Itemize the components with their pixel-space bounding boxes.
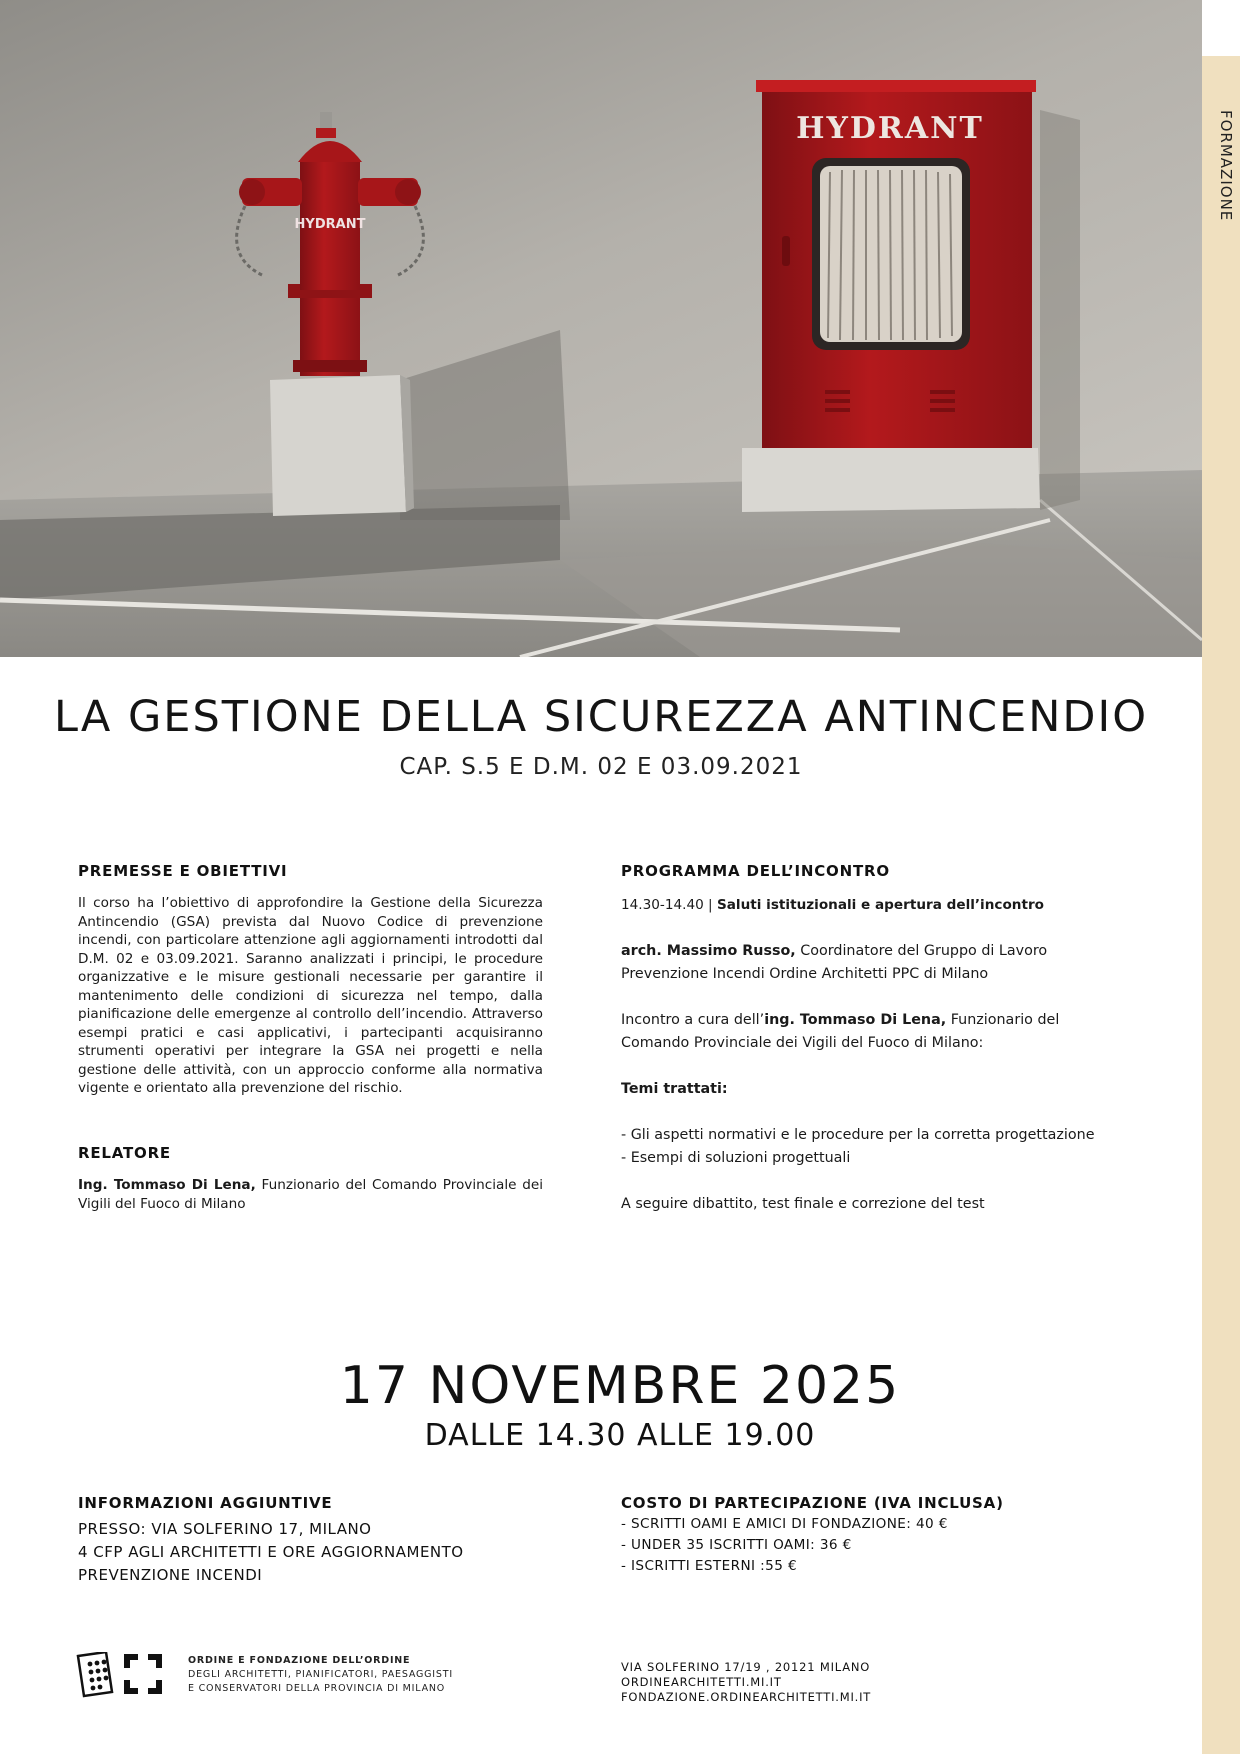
cura-prefix: Incontro a cura dell’ bbox=[621, 1012, 765, 1028]
website-link[interactable]: FONDAZIONE.ORDINEARCHITETTI.MI.IT bbox=[621, 1690, 872, 1704]
relatore-section bbox=[78, 1144, 543, 1213]
hero-photo bbox=[0, 0, 1202, 657]
topic-item: - Esempi di soluzioni progettuali bbox=[621, 1150, 851, 1166]
info-section bbox=[78, 1494, 543, 1587]
cura-role-1: Funzionario del bbox=[950, 1012, 1060, 1028]
premesse-text: Il corso ha l’obiettivo di approfondire la Gestione della Sicurezza Antincendio (GSA) prevista dal Nuovo Codice di prevenzione incendi, con particolare attenzione agli aggiornamenti introdotti dal D.M. 02 e 03.09.2021. Saranno analizzati i principi, le procedure organizzative e le misure gestionali necessarie per garantire il mantenimento delle condizioni di sicurezza nel tempo, dalla pianificazione delle emergenze al controllo dell’incendio. Attraverso esempi pratici e casi applicativi, i partecipanti acquisiranno strumenti operativi per integrare la GSA nei progetti e nella gestione delle attività, con un approccio conforme alla normativa vigente e orientato alla prevenzione del rischio. bbox=[78, 895, 543, 1096]
org-logo bbox=[76, 1652, 166, 1698]
cost-line: - ISCRITTI ESTERNI :55 € bbox=[621, 1558, 798, 1574]
host-role-2: Prevenzione Incendi Ordine Architetti PPC di Milano bbox=[621, 966, 989, 982]
org-line: ORDINE E FONDAZIONE DELL’ORDINE bbox=[188, 1655, 411, 1666]
address: VIA SOLFERINO 17/19 , 20121 MILANO bbox=[621, 1660, 871, 1674]
info-line: 4 CFP AGLI ARCHITETTI E ORE AGGIORNAMENTO bbox=[78, 1543, 464, 1561]
page-title: LA GESTIONE DELLA SICUREZZA ANTINCENDIO bbox=[53, 692, 1149, 742]
cabinet-label: HYDRANT bbox=[796, 111, 984, 146]
host-line-1 bbox=[621, 940, 1121, 963]
hydrant-label: HYDRANT bbox=[294, 217, 366, 232]
cost-line: - SCRITTI OAMI E AMICI DI FONDAZIONE: 40 € bbox=[621, 1516, 948, 1532]
slot-title: Saluti istituzionali e apertura dell’incontro bbox=[716, 897, 1045, 913]
cost-section bbox=[621, 1494, 1121, 1577]
event-time: DALLE 14.30 ALLE 19.00 bbox=[424, 1418, 816, 1453]
programma-section bbox=[621, 862, 1121, 1216]
event-date: 17 NOVEMBRE 2025 bbox=[339, 1356, 901, 1416]
premesse-section bbox=[78, 862, 543, 1098]
relatore-heading: RELATORE bbox=[78, 1144, 171, 1162]
org-line: E CONSERVATORI DELLA PROVINCIA DI MILANO bbox=[188, 1683, 446, 1694]
relatore-name: Ing. Tommaso Di Lena, bbox=[78, 1177, 256, 1193]
topic-item: - Gli aspetti normativi e le procedure per la corretta progettazione bbox=[621, 1127, 1095, 1143]
page-subtitle: CAP. S.5 E D.M. 02 E 03.09.2021 bbox=[399, 754, 803, 780]
fondazione-logo-icon bbox=[124, 1654, 162, 1694]
info-line: PREVENZIONE INCENDI bbox=[78, 1566, 263, 1584]
cura-name: ing. Tommaso Di Lena, bbox=[764, 1012, 947, 1028]
premesse-heading: PREMESSE E OBIETTIVI bbox=[78, 862, 288, 880]
side-label: FORMAZIONE bbox=[1217, 110, 1235, 222]
cura-role-2: Comando Provinciale dei Vigili del Fuoco di Milano: bbox=[621, 1035, 984, 1051]
programma-slot bbox=[621, 894, 1121, 917]
relatore-role: Funzionario del Comando Provinciale dei Vigili del Fuoco di Milano bbox=[78, 1177, 544, 1212]
host-name: arch. Massimo Russo, bbox=[621, 943, 796, 959]
cura-line-1 bbox=[621, 1009, 1121, 1032]
cost-heading: COSTO DI PARTECIPAZIONE (IVA INCLUSA) bbox=[621, 1494, 1004, 1512]
relatore-text bbox=[78, 1176, 543, 1213]
org-line: DEGLI ARCHITETTI, PIANIFICATORI, PAESAGGISTI bbox=[188, 1669, 453, 1680]
org-text bbox=[188, 1654, 453, 1696]
cost-line: - UNDER 35 ISCRITTI OAMI: 36 € bbox=[621, 1537, 852, 1553]
programma-heading: PROGRAMMA DELL’INCONTRO bbox=[621, 862, 890, 880]
side-band bbox=[1202, 56, 1240, 1754]
slot-time: 14.30-14.40 | bbox=[621, 897, 713, 913]
host-role-1: Coordinatore del Gruppo di Lavoro bbox=[800, 943, 1048, 959]
contacts bbox=[621, 1660, 871, 1705]
info-heading: INFORMAZIONI AGGIUNTIVE bbox=[78, 1494, 333, 1512]
website-link[interactable]: ORDINEARCHITETTI.MI.IT bbox=[621, 1675, 782, 1689]
programma-closing: A seguire dibattito, test finale e correzione del test bbox=[621, 1196, 985, 1212]
info-line: PRESSO: VIA SOLFERINO 17, MILANO bbox=[78, 1520, 372, 1538]
ordine-logo-icon bbox=[78, 1652, 112, 1696]
topics-heading: Temi trattati: bbox=[621, 1081, 728, 1097]
